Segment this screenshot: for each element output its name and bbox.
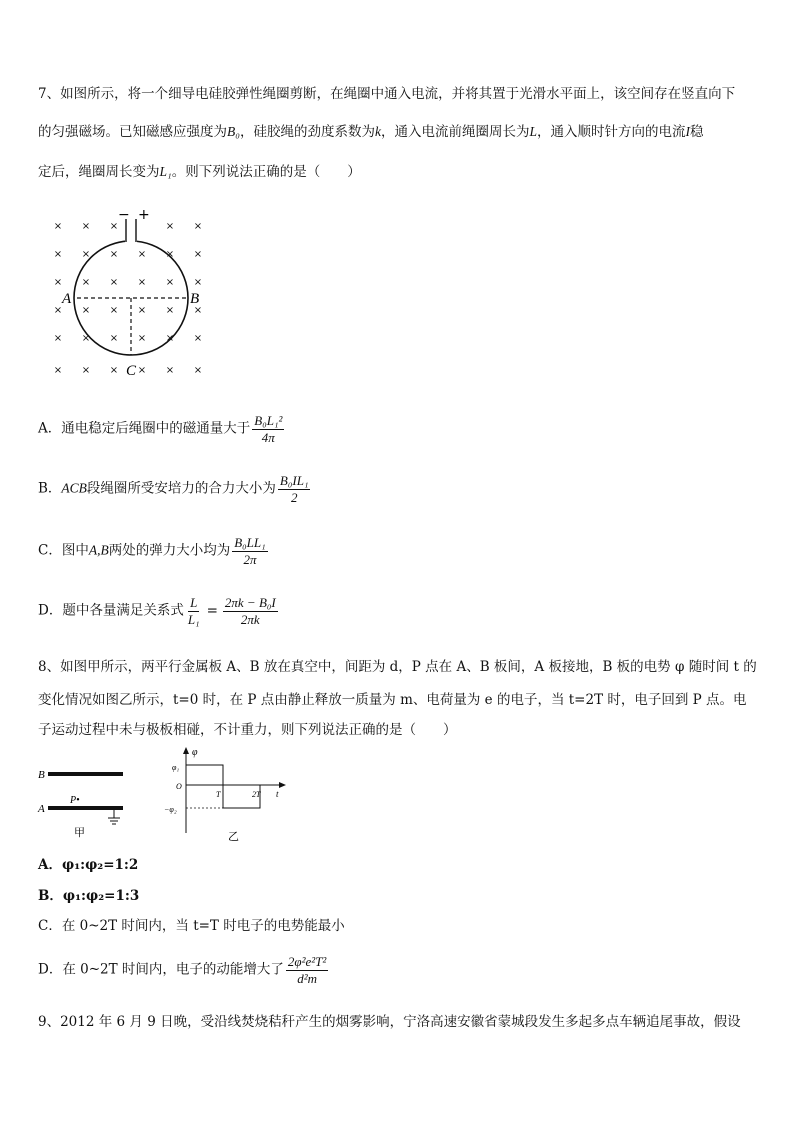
field-cross-icon: ×	[165, 333, 175, 344]
tick-t: T	[216, 790, 221, 799]
field-cross-icon: ×	[193, 333, 203, 344]
q8-stem-line-3: 子运动过程中未与极板相碰，不计重力，则下列说法正确的是（ ）	[38, 722, 457, 738]
field-cross-icon: ×	[109, 365, 119, 376]
fraction-lhs: $\frac{L}{\text{L₁}}$	[187, 595, 200, 627]
field-cross-icon: ×	[193, 277, 203, 288]
field-cross-icon: ×	[165, 365, 175, 376]
field-cross-icon: ×	[137, 277, 147, 288]
field-cross-icon: ×	[81, 333, 91, 344]
label-a: A	[62, 291, 72, 307]
q7-stem-line-1: 7、如图所示，将一个细导电硅胶弹性绳圈剪断，在绳圈中通入电流，并将其置于光滑水平面上，该空间存在竖直向下	[38, 86, 736, 102]
field-cross-icon: ×	[193, 365, 203, 376]
field-cross-icon: ×	[193, 221, 203, 232]
q8-stem-line-1: 8、如图甲所示，两平行金属板 A、B 放在真空中，间距为 d，P 点在 A、B 板间，A 板接地，B 板的电势 φ 随时间 t 的	[38, 659, 757, 675]
point-p: P•	[70, 795, 80, 806]
q8-option-c[interactable]: C．在 0~2T 时间内，当 t=T 时电子的电势能最小	[38, 918, 345, 934]
q7-option-b[interactable]: B．ACB段绳圈所受安培力的合力大小为 $\frac{\text{B₀IL₁}}{2}$	[38, 473, 309, 505]
phi-curve	[186, 765, 260, 808]
label-c: C	[126, 363, 137, 379]
field-cross-icon: ×	[137, 305, 147, 316]
neg-phi2-label: −φ₂	[164, 805, 177, 814]
field-cross-icon: ×	[53, 305, 63, 316]
fraction: $\frac{\text{B₀IL₁}}{2}$	[279, 473, 309, 505]
plate-a-label: A	[38, 803, 45, 815]
field-cross-icon: ×	[53, 221, 63, 232]
field-cross-icon: ×	[81, 365, 91, 376]
q8-figure-yi	[160, 745, 290, 845]
q7-option-d[interactable]: D．题中各量满足关系式 $\frac{L}{\text{L₁}}$ = $\frac{\text{2πk − B₀I}}{2\pi k}$	[38, 595, 276, 627]
fraction: $\frac{\text{B₀LL₁}}{2\pi}$	[234, 535, 266, 567]
plus-terminal: +	[138, 207, 150, 223]
phi-axis-label: φ	[192, 747, 198, 758]
field-cross-icon: ×	[137, 249, 147, 260]
fraction: $\frac{\text{2φ²e²T²}}{\text{d²m}}$	[287, 954, 327, 986]
tick-2t: 2T	[252, 790, 261, 799]
field-cross-icon: ×	[53, 249, 63, 260]
field-cross-icon: ×	[165, 277, 175, 288]
field-cross-icon: ×	[165, 305, 175, 316]
field-cross-icon: ×	[165, 249, 175, 260]
plate-a	[48, 806, 123, 810]
q7-option-c[interactable]: C．图中A,B两处的弹力大小均为 $\frac{\text{B₀LL₁}}{2\pi}$	[38, 535, 266, 567]
field-cross-icon: ×	[81, 221, 91, 232]
plate-b	[48, 772, 123, 776]
field-cross-icon: ×	[137, 365, 147, 376]
field-cross-icon: ×	[109, 305, 119, 316]
caption-yi: 乙	[228, 830, 239, 843]
plate-b-label: B	[38, 769, 45, 781]
field-cross-icon: ×	[193, 305, 203, 316]
q9-stem-line-1: 9、2012 年 6 月 9 日晚，受沿线焚烧秸秆产生的烟雾影响，宁洛高速安徽省蒙城段发生多起多点车辆追尾事故，假设	[38, 1014, 741, 1030]
field-cross-icon: ×	[53, 365, 63, 376]
origin-label: O	[176, 782, 182, 791]
label-b: B	[190, 291, 200, 307]
q8-option-d[interactable]: D．在 0~2T 时间内，电子的动能增大了 $\frac{\text{2φ²e²T²}}{\text{d²m}}$	[38, 954, 327, 986]
field-cross-icon: ×	[193, 249, 203, 260]
q8-option-b[interactable]: B．φ₁:φ₂=1:3	[38, 888, 140, 904]
q7-stem-line-3: 定后，绳圈周长变为L₁。则下列说法正确的是（ ）	[38, 164, 361, 180]
q7-stem-line-2: 的匀强磁场。已知磁感应强度为B₀，硅胶绳的劲度系数为k，通入电流前绳圈周长为L，通入顺时针方向的电流I稳	[38, 124, 704, 140]
field-cross-icon: ×	[109, 249, 119, 260]
q7-option-a[interactable]: A．通电稳定后绳圈中的磁通量大于 $\frac{\text{B₀L₁²}}{4\pi}$	[38, 413, 283, 445]
field-cross-icon: ×	[109, 277, 119, 288]
caption-jia: 甲	[74, 826, 85, 839]
field-cross-icon: ×	[165, 221, 175, 232]
field-cross-icon: ×	[109, 333, 119, 344]
minus-terminal: −	[118, 207, 130, 223]
field-cross-icon: ×	[81, 249, 91, 260]
phi1-label: φ₁	[172, 763, 180, 772]
t-axis-label: t	[276, 789, 279, 799]
q8-stem-line-2: 变化情况如图乙所示，t=0 时，在 P 点由静止释放一质量为 m、电荷量为 e 的电子，当 t=2T 时，电子回到 P 点。电	[38, 692, 747, 708]
fraction-rhs: $\frac{\text{2πk − B₀I}}{2\pi k}$	[224, 595, 276, 627]
field-cross-icon: ×	[53, 333, 63, 344]
field-cross-icon: ×	[81, 277, 91, 288]
fraction: $\frac{\text{B₀L₁²}}{4\pi}$	[254, 413, 283, 445]
q8-option-a[interactable]: A．φ₁:φ₂=1:2	[38, 857, 139, 873]
field-cross-icon: ×	[109, 221, 119, 232]
q8-figure-jia	[36, 760, 136, 840]
field-cross-icon: ×	[81, 305, 91, 316]
field-cross-icon: ×	[137, 333, 147, 344]
q7-magnetic-field-figure	[40, 205, 220, 385]
field-cross-icon: ×	[53, 277, 63, 288]
